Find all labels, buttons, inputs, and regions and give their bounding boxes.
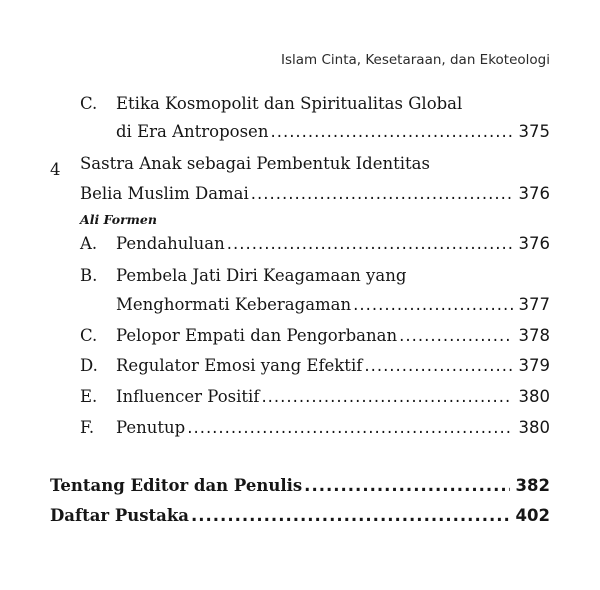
page-number: 375 (518, 122, 550, 141)
toc-mark-f: F. (80, 418, 95, 437)
toc-entry-title: Influencer Positif (116, 387, 260, 406)
page-number: 376 (518, 184, 550, 203)
leader-dots (364, 356, 512, 375)
toc-entry-c-prev-line1: Etika Kosmopolit dan Spiritualitas Global (116, 94, 463, 113)
toc-entry-c-prev[interactable] (116, 122, 550, 141)
toc-entry-title: Daftar Pustaka (50, 506, 189, 525)
page-number: 380 (518, 387, 550, 406)
toc-mark-c: C. (80, 326, 98, 345)
chapter-number: 4 (50, 160, 61, 179)
toc-entry-chapter-4[interactable] (80, 184, 550, 203)
page-number: 382 (515, 476, 550, 495)
running-head: Islam Cinta, Kesetaraan, dan Ekoteologi (281, 52, 550, 68)
toc-entry-title: Tentang Editor dan Penulis (50, 476, 303, 495)
toc-entry-references[interactable] (50, 506, 550, 525)
page-number: 377 (518, 295, 550, 314)
toc-mark-b: B. (80, 266, 98, 285)
toc-entry-d[interactable] (116, 356, 550, 375)
page-number: 402 (515, 506, 550, 525)
leader-dots (399, 326, 512, 345)
chapter-author: Ali Formen (80, 212, 157, 227)
toc-entry-b-line2: Menghormati Keberagaman (116, 295, 352, 314)
page-number: 380 (518, 418, 550, 437)
leader-dots (191, 506, 510, 525)
toc-entry-title: Pendahuluan (116, 234, 225, 253)
toc-entry-c[interactable] (116, 326, 550, 345)
toc-mark-d: D. (80, 356, 98, 375)
leader-dots (187, 418, 512, 437)
toc-entry-b[interactable] (116, 295, 550, 314)
chapter-title-line2: Belia Muslim Damai (80, 184, 249, 203)
leader-dots (304, 476, 509, 495)
leader-dots (270, 122, 512, 141)
toc-mark-c-prev: C. (80, 94, 98, 113)
page-number: 379 (518, 356, 550, 375)
toc-entry-editors[interactable] (50, 476, 550, 495)
toc-mark-e: E. (80, 387, 98, 406)
page-number: 378 (518, 326, 550, 345)
chapter-title-line1: Sastra Anak sebagai Pembentuk Identitas (80, 154, 430, 173)
toc-entry-a[interactable] (116, 234, 550, 253)
leader-dots (227, 234, 513, 253)
toc-entry-f[interactable] (116, 418, 550, 437)
leader-dots (261, 387, 512, 406)
leader-dots (251, 184, 513, 203)
toc-entry-e[interactable] (116, 387, 550, 406)
toc-entry-title: Regulator Emosi yang Efektif (116, 356, 363, 375)
page-number: 376 (518, 234, 550, 253)
toc-entry-c-prev-line2: di Era Antroposen (116, 122, 269, 141)
toc-entry-title: Pelopor Empati dan Pengorbanan (116, 326, 398, 345)
toc-entry-title: Penutup (116, 418, 186, 437)
toc-entry-b-line1: Pembela Jati Diri Keagamaan yang (116, 266, 407, 285)
toc-mark-a: A. (80, 234, 98, 253)
leader-dots (353, 295, 512, 314)
